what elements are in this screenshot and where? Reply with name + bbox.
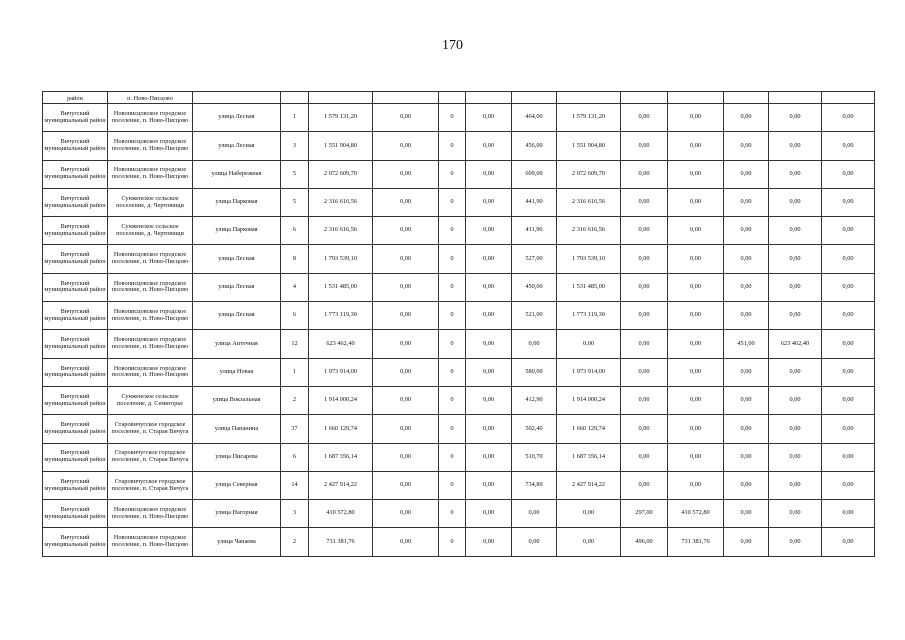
total-cost-cell: 1 914 000,24 — [309, 386, 373, 414]
total-cost-cell: 2 427 914,22 — [309, 471, 373, 499]
house-number-cell: 2 — [281, 386, 309, 414]
cost-cell: 0,00 — [373, 443, 439, 471]
count-cell: 0 — [439, 528, 466, 556]
house-number-cell: 2 — [281, 528, 309, 556]
street-cell: улица Набережная — [193, 160, 281, 188]
cost-cell: 0,00 — [557, 500, 621, 528]
settlement-cell: Новописцовское городское поселение, п. Ново-Писцово — [108, 500, 193, 528]
cost-cell: 0,00 — [557, 528, 621, 556]
street-cell: улица Лесная — [193, 132, 281, 160]
cost-cell: 0,00 — [769, 500, 822, 528]
area-cell: 0,00 — [724, 528, 769, 556]
street-cell: улица Чапаева — [193, 528, 281, 556]
district-cell: Вичугский муниципальный район — [43, 104, 108, 132]
cost-cell: 0,00 — [466, 188, 512, 216]
cost-cell: 731 381,76 — [668, 528, 724, 556]
cost-cell: 0,00 — [373, 528, 439, 556]
street-cell: улица Нагорная — [193, 500, 281, 528]
cost-cell: 1 660 129,74 — [557, 415, 621, 443]
cost-cell: 0,00 — [822, 386, 875, 414]
area-cell: 0,00 — [621, 302, 668, 330]
cost-cell: 0,00 — [769, 443, 822, 471]
street-cell: улица Вокзальная — [193, 386, 281, 414]
table-cell — [621, 92, 668, 104]
cost-cell: 0,00 — [373, 471, 439, 499]
total-cost-cell: 1 773 119,30 — [309, 302, 373, 330]
settlement-cell: п. Ново-Писцово — [108, 92, 193, 104]
table-row — [43, 217, 875, 245]
area-cell: 0,00 — [621, 245, 668, 273]
count-cell: 0 — [439, 358, 466, 386]
cost-cell: 0,00 — [822, 245, 875, 273]
table-cell — [769, 92, 822, 104]
table-row — [43, 132, 875, 160]
cost-cell: 0,00 — [373, 302, 439, 330]
cost-cell: 0,00 — [466, 358, 512, 386]
district-cell: Вичугский муниципальный район — [43, 358, 108, 386]
area-cell: 0,00 — [724, 386, 769, 414]
area-cell: 0,00 — [512, 528, 557, 556]
cost-cell: 0,00 — [668, 330, 724, 358]
area-cell: 0,00 — [621, 132, 668, 160]
cost-cell: 0,00 — [668, 273, 724, 301]
count-cell: 0 — [439, 443, 466, 471]
cost-cell: 0,00 — [822, 132, 875, 160]
area-cell: 0,00 — [621, 330, 668, 358]
cost-cell: 0,00 — [822, 443, 875, 471]
cost-cell: 2 316 616,56 — [557, 217, 621, 245]
cost-cell: 0,00 — [373, 415, 439, 443]
cost-cell: 0,00 — [822, 104, 875, 132]
cost-cell: 0,00 — [822, 330, 875, 358]
cost-cell: 0,00 — [668, 386, 724, 414]
area-cell: 510,70 — [512, 443, 557, 471]
count-cell: 0 — [439, 471, 466, 499]
table-cell — [724, 92, 769, 104]
total-cost-cell: 1 687 356,14 — [309, 443, 373, 471]
cost-cell: 1 773 119,30 — [557, 302, 621, 330]
count-cell: 0 — [439, 273, 466, 301]
count-cell: 0 — [439, 500, 466, 528]
area-cell: 0,00 — [724, 471, 769, 499]
cost-cell: 0,00 — [668, 302, 724, 330]
house-number-cell: 37 — [281, 415, 309, 443]
settlement-cell: Новописцовское городское поселение, п. Ново-Писцово — [108, 302, 193, 330]
house-number-cell: 5 — [281, 160, 309, 188]
settlement-cell: Сунженское сельское поселение, д. Чертовищи — [108, 217, 193, 245]
cost-cell: 0,00 — [769, 188, 822, 216]
house-number-cell: 4 — [281, 273, 309, 301]
settlement-cell: Сунженское сельское поселение, д. Чертовищи — [108, 188, 193, 216]
cost-cell: 0,00 — [466, 443, 512, 471]
count-cell: 0 — [439, 188, 466, 216]
table-row — [43, 160, 875, 188]
cost-cell: 0,00 — [373, 217, 439, 245]
area-cell: 580,00 — [512, 358, 557, 386]
table-row — [43, 330, 875, 358]
data-table — [42, 91, 875, 557]
table-row — [43, 415, 875, 443]
area-cell: 0,00 — [724, 217, 769, 245]
table-row — [43, 302, 875, 330]
table-cell — [512, 92, 557, 104]
cost-cell: 0,00 — [822, 500, 875, 528]
district-cell: Вичугский муниципальный район — [43, 415, 108, 443]
settlement-cell: Сунженское сельское поселение, д. Семигорье — [108, 386, 193, 414]
area-cell: 0,00 — [621, 358, 668, 386]
count-cell: 0 — [439, 104, 466, 132]
district-cell: Вичугский муниципальный район — [43, 132, 108, 160]
count-cell: 0 — [439, 245, 466, 273]
district-cell: Вичугский муниципальный район — [43, 188, 108, 216]
cost-cell: 0,00 — [822, 358, 875, 386]
area-cell: 451,00 — [724, 330, 769, 358]
district-cell: Вичугский муниципальный район — [43, 160, 108, 188]
area-cell: 0,00 — [621, 160, 668, 188]
house-number-cell: 5 — [281, 188, 309, 216]
area-cell: 0,00 — [724, 500, 769, 528]
table-row — [43, 273, 875, 301]
cost-cell: 0,00 — [466, 273, 512, 301]
cost-cell: 0,00 — [769, 273, 822, 301]
street-cell: улица Лесная — [193, 245, 281, 273]
table-row — [43, 471, 875, 499]
cost-cell: 0,00 — [822, 217, 875, 245]
count-cell: 0 — [439, 217, 466, 245]
cost-cell: 0,00 — [769, 217, 822, 245]
total-cost-cell: 1 660 129,74 — [309, 415, 373, 443]
house-number-cell: 6 — [281, 217, 309, 245]
area-cell: 0,00 — [724, 188, 769, 216]
table-row — [43, 386, 875, 414]
cost-cell: 1 531 485,00 — [557, 273, 621, 301]
table-cell — [281, 92, 309, 104]
cost-cell: 1 793 539,10 — [557, 245, 621, 273]
cost-cell: 0,00 — [557, 330, 621, 358]
cost-cell: 0,00 — [466, 500, 512, 528]
area-cell: 0,00 — [724, 160, 769, 188]
settlement-cell: Новописцовское городское поселение, п. Ново-Писцово — [108, 160, 193, 188]
house-number-cell: 8 — [281, 245, 309, 273]
page-number: 170 — [442, 38, 463, 53]
cost-cell: 0,00 — [769, 415, 822, 443]
house-number-cell: 14 — [281, 471, 309, 499]
cost-cell: 1 914 000,24 — [557, 386, 621, 414]
area-cell: 0,00 — [621, 386, 668, 414]
cost-cell: 0,00 — [769, 528, 822, 556]
table-row — [43, 500, 875, 528]
table-cell — [822, 92, 875, 104]
table-row — [43, 358, 875, 386]
cost-cell: 0,00 — [822, 160, 875, 188]
settlement-cell: Старовичугское городское поселение, п. Старая Вичуга — [108, 471, 193, 499]
cost-cell: 0,00 — [668, 188, 724, 216]
area-cell: 0,00 — [724, 302, 769, 330]
district-cell: Вичугский муниципальный район — [43, 217, 108, 245]
cost-cell: 0,00 — [769, 245, 822, 273]
settlement-cell: Новописцовское городское поселение, п. Ново-Писцово — [108, 132, 193, 160]
cost-cell: 0,00 — [769, 358, 822, 386]
cost-cell: 0,00 — [373, 500, 439, 528]
cost-cell: 2 427 914,22 — [557, 471, 621, 499]
cost-cell: 2 316 616,56 — [557, 188, 621, 216]
area-cell: 0,00 — [724, 358, 769, 386]
cost-cell: 0,00 — [668, 104, 724, 132]
cost-cell: 623 462,40 — [769, 330, 822, 358]
area-cell: 502,40 — [512, 415, 557, 443]
cost-cell: 0,00 — [822, 302, 875, 330]
area-cell: 0,00 — [621, 443, 668, 471]
street-cell: улица Северная — [193, 471, 281, 499]
area-cell: 450,00 — [512, 273, 557, 301]
total-cost-cell: 410 572,80 — [309, 500, 373, 528]
total-cost-cell: 1 793 539,10 — [309, 245, 373, 273]
cost-cell: 0,00 — [373, 330, 439, 358]
cost-cell: 0,00 — [373, 245, 439, 273]
total-cost-cell: 2 316 616,56 — [309, 217, 373, 245]
cost-cell: 0,00 — [822, 471, 875, 499]
area-cell: 609,00 — [512, 160, 557, 188]
table-cell — [193, 92, 281, 104]
table-cell — [373, 92, 439, 104]
cost-cell: 0,00 — [466, 528, 512, 556]
area-cell: 0,00 — [724, 415, 769, 443]
cost-cell: 0,00 — [822, 415, 875, 443]
area-cell: 411,90 — [512, 217, 557, 245]
total-cost-cell: 1 531 485,00 — [309, 273, 373, 301]
count-cell: 0 — [439, 386, 466, 414]
count-cell: 0 — [439, 160, 466, 188]
area-cell: 0,00 — [724, 273, 769, 301]
total-cost-cell: 1 973 914,00 — [309, 358, 373, 386]
cost-cell: 0,00 — [466, 245, 512, 273]
cost-cell: 0,00 — [373, 188, 439, 216]
count-cell: 0 — [439, 132, 466, 160]
cost-cell: 0,00 — [668, 160, 724, 188]
cost-cell: 1 687 356,14 — [557, 443, 621, 471]
cost-cell: 0,00 — [373, 160, 439, 188]
cost-cell: 0,00 — [373, 273, 439, 301]
area-cell: 0,00 — [621, 104, 668, 132]
cost-cell: 0,00 — [769, 104, 822, 132]
count-cell: 0 — [439, 415, 466, 443]
cost-cell: 0,00 — [822, 188, 875, 216]
area-cell: 412,90 — [512, 386, 557, 414]
table-row — [43, 92, 875, 104]
table-cell — [466, 92, 512, 104]
cost-cell: 0,00 — [822, 273, 875, 301]
cost-cell: 0,00 — [373, 132, 439, 160]
total-cost-cell: 1 579 131,20 — [309, 104, 373, 132]
area-cell: 527,00 — [512, 245, 557, 273]
house-number-cell: 6 — [281, 302, 309, 330]
house-number-cell: 6 — [281, 443, 309, 471]
total-cost-cell: 2 316 616,56 — [309, 188, 373, 216]
area-cell: 521,00 — [512, 302, 557, 330]
table-row — [43, 188, 875, 216]
street-cell: улица Парковая — [193, 188, 281, 216]
cost-cell: 0,00 — [668, 358, 724, 386]
cost-cell: 0,00 — [466, 160, 512, 188]
count-cell: 0 — [439, 302, 466, 330]
cost-cell: 0,00 — [769, 132, 822, 160]
area-cell: 0,00 — [621, 415, 668, 443]
area-cell: 0,00 — [512, 500, 557, 528]
street-cell: улица Лесная — [193, 104, 281, 132]
cost-cell: 1 579 131,20 — [557, 104, 621, 132]
district-cell: Вичугский муниципальный район — [43, 273, 108, 301]
district-cell: Вичугский муниципальный район — [43, 386, 108, 414]
area-cell: 0,00 — [724, 443, 769, 471]
total-cost-cell: 2 072 609,70 — [309, 160, 373, 188]
cost-cell: 0,00 — [668, 245, 724, 273]
settlement-cell: Старовичугское городское поселение, п. Старая Вичуга — [108, 443, 193, 471]
street-cell: улица Лесная — [193, 302, 281, 330]
cost-cell: 410 572,80 — [668, 500, 724, 528]
cost-cell: 0,00 — [466, 415, 512, 443]
district-cell: Вичугский муниципальный район — [43, 500, 108, 528]
cost-cell: 2 072 609,70 — [557, 160, 621, 188]
total-cost-cell: 731 381,76 — [309, 528, 373, 556]
house-number-cell: 3 — [281, 500, 309, 528]
cost-cell: 0,00 — [373, 358, 439, 386]
table-row — [43, 104, 875, 132]
area-cell: 464,00 — [512, 104, 557, 132]
table-row — [43, 245, 875, 273]
street-cell: улица Парковая — [193, 217, 281, 245]
district-cell: Вичугский муниципальный район — [43, 471, 108, 499]
settlement-cell: Новописцовское городское поселение, п. Ново-Писцово — [108, 358, 193, 386]
table-cell — [309, 92, 373, 104]
street-cell: улица Лесная — [193, 273, 281, 301]
cost-cell: 0,00 — [466, 217, 512, 245]
area-cell: 0,00 — [621, 471, 668, 499]
cost-cell: 0,00 — [373, 104, 439, 132]
house-number-cell: 3 — [281, 132, 309, 160]
settlement-cell: Новописцовское городское поселение, п. Ново-Писцово — [108, 528, 193, 556]
table-row — [43, 443, 875, 471]
street-cell: улица Аптечная — [193, 330, 281, 358]
cost-cell: 0,00 — [668, 443, 724, 471]
settlement-cell: Новописцовское городское поселение, п. Ново-Писцово — [108, 104, 193, 132]
cost-cell: 0,00 — [668, 471, 724, 499]
area-cell: 0,00 — [621, 273, 668, 301]
cost-cell: 0,00 — [822, 528, 875, 556]
cost-cell: 0,00 — [769, 302, 822, 330]
house-number-cell: 12 — [281, 330, 309, 358]
district-cell: Вичугский муниципальный район — [43, 443, 108, 471]
street-cell: улица Папанина — [193, 415, 281, 443]
table-cell — [557, 92, 621, 104]
district-cell: Вичугский муниципальный район — [43, 330, 108, 358]
settlement-cell: Новописцовское городское поселение, п. Ново-Писцово — [108, 330, 193, 358]
cost-cell: 0,00 — [466, 132, 512, 160]
area-cell: 0,00 — [621, 188, 668, 216]
cost-cell: 1 551 904,80 — [557, 132, 621, 160]
total-cost-cell: 623 462,40 — [309, 330, 373, 358]
cost-cell: 0,00 — [769, 471, 822, 499]
total-cost-cell: 1 551 904,80 — [309, 132, 373, 160]
cost-cell: 0,00 — [466, 104, 512, 132]
cost-cell: 0,00 — [466, 302, 512, 330]
cost-cell: 0,00 — [668, 415, 724, 443]
area-cell: 496,00 — [621, 528, 668, 556]
settlement-cell: Новописцовское городское поселение, п. Ново-Писцово — [108, 245, 193, 273]
district-cell: Вичугский муниципальный район — [43, 245, 108, 273]
settlement-cell: Новописцовское городское поселение, п. Ново-Писцово — [108, 273, 193, 301]
cost-cell: 0,00 — [769, 386, 822, 414]
cost-cell: 0,00 — [466, 386, 512, 414]
table-row — [43, 528, 875, 556]
area-cell: 0,00 — [621, 217, 668, 245]
count-cell: 0 — [439, 330, 466, 358]
area-cell: 0,00 — [512, 330, 557, 358]
area-cell: 0,00 — [724, 245, 769, 273]
street-cell: улица Новая — [193, 358, 281, 386]
street-cell: улица Писарева — [193, 443, 281, 471]
cost-cell: 0,00 — [668, 132, 724, 160]
cost-cell: 0,00 — [373, 386, 439, 414]
cost-cell: 0,00 — [466, 471, 512, 499]
area-cell: 0,00 — [724, 104, 769, 132]
cost-cell: 0,00 — [466, 330, 512, 358]
cost-cell: 0,00 — [668, 217, 724, 245]
district-cell: Вичугский муниципальный район — [43, 528, 108, 556]
area-cell: 441,90 — [512, 188, 557, 216]
cost-cell: 1 973 914,00 — [557, 358, 621, 386]
area-cell: 0,00 — [724, 132, 769, 160]
district-cell: район — [43, 92, 108, 104]
house-number-cell: 1 — [281, 358, 309, 386]
table-cell — [439, 92, 466, 104]
cost-cell: 0,00 — [769, 160, 822, 188]
table-cell — [668, 92, 724, 104]
house-number-cell: 1 — [281, 104, 309, 132]
district-cell: Вичугский муниципальный район — [43, 302, 108, 330]
area-cell: 297,00 — [621, 500, 668, 528]
area-cell: 734,80 — [512, 471, 557, 499]
area-cell: 456,00 — [512, 132, 557, 160]
settlement-cell: Старовичугское городское поселение, п. Старая Вичуга — [108, 415, 193, 443]
